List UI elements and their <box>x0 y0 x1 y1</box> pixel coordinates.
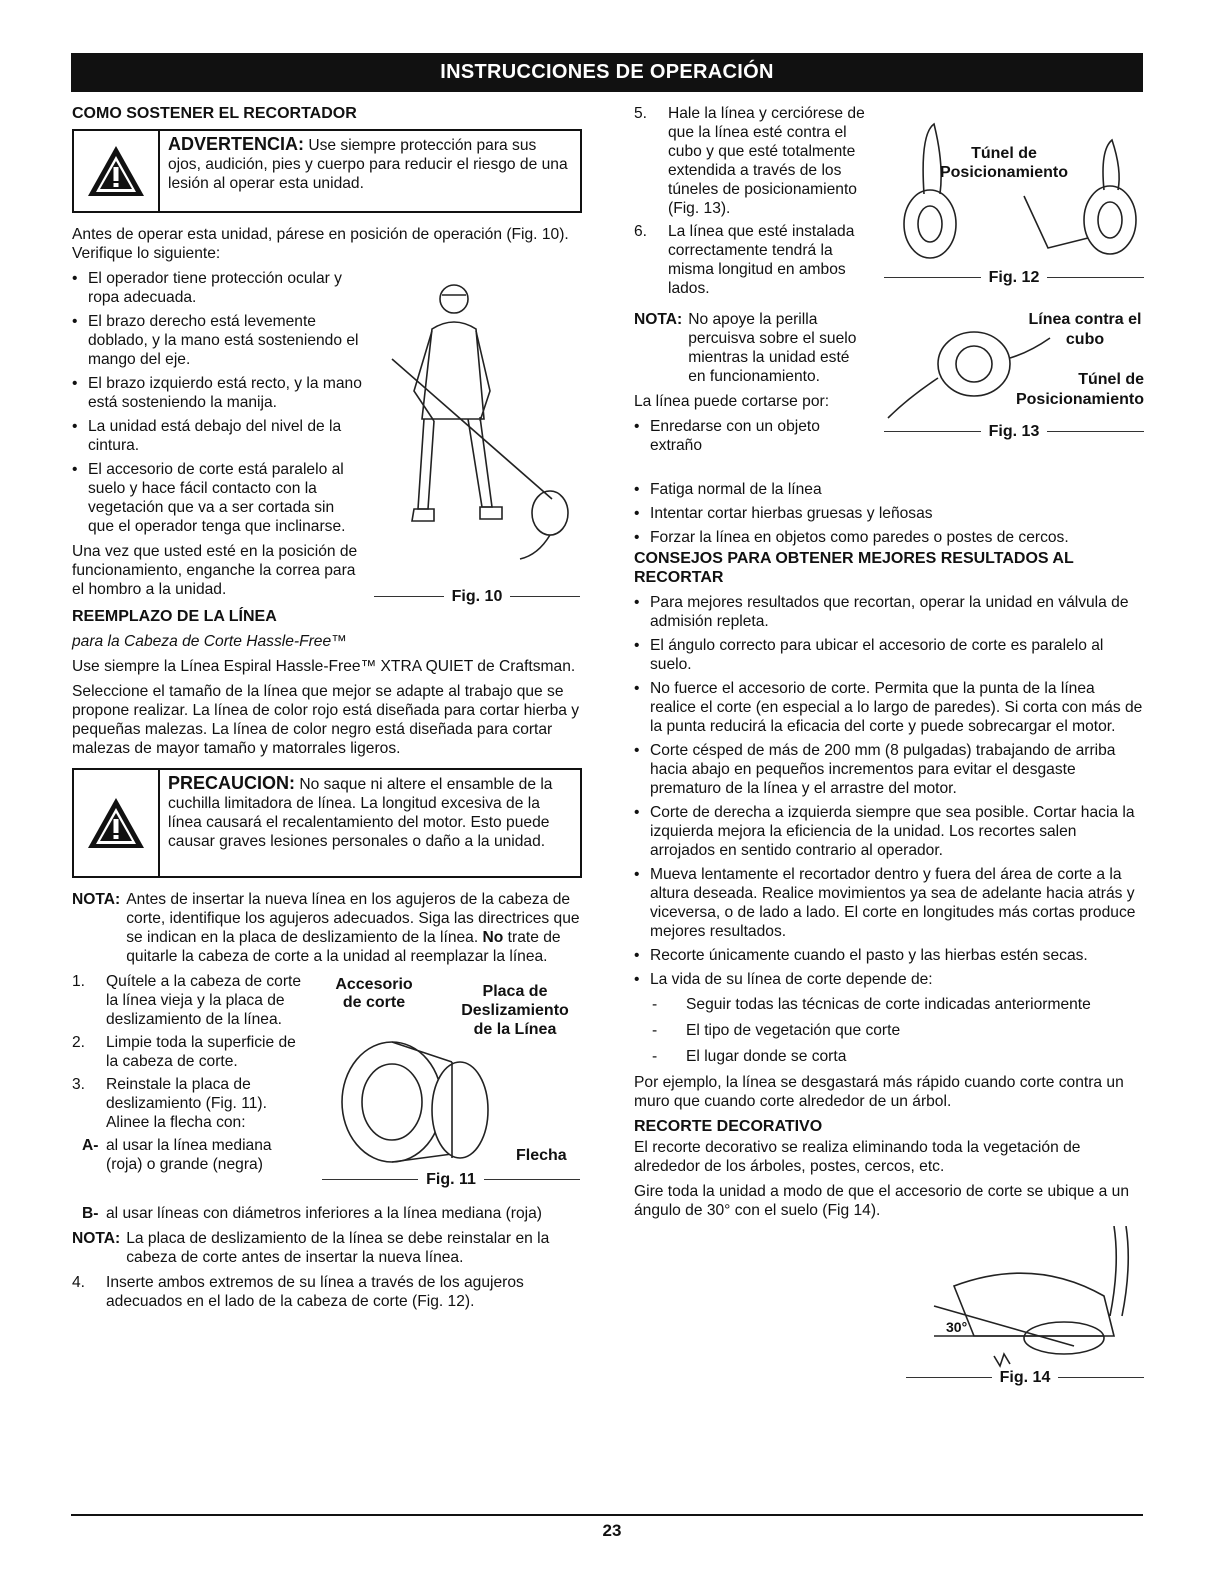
warning-box <box>72 129 582 213</box>
nota-bold: No <box>482 929 504 946</box>
step-text: Reinstale la placa de deslizamiento (Fig. 11). Alinee la flecha con: <box>106 1076 267 1131</box>
fig12-block <box>634 104 1144 310</box>
step-number: 6. <box>634 223 648 240</box>
steps-list-cont <box>72 1204 582 1223</box>
positioning-tunnel-illustration <box>884 114 1144 284</box>
fig13-label: Fig. 13 <box>988 423 1040 440</box>
check-list <box>72 269 362 536</box>
nota-text <box>126 890 582 966</box>
step-text: Inserte ambos extremos de su línea a través de los agujeros adecuados en el lado de la cabeza de corte (Fig. 12). <box>106 1274 524 1310</box>
fig11-caption <box>322 1170 580 1189</box>
list-item: • Para mejores resultados que recortan, operar la unidad en válvula de admisión repleta. <box>634 593 1144 631</box>
list-item: • El brazo derecho está levemente doblado, y la mano está sosteniendo el mango del eje. <box>72 312 362 369</box>
intro-paragraph: Antes de operar esta unidad, párese en posición de operación (Fig. 10). Verifique lo siguiente: <box>72 226 569 262</box>
warning-triangle-icon <box>74 770 160 876</box>
cortarse-list <box>634 417 866 455</box>
list-item <box>634 104 874 218</box>
cortarse-paragraph: La línea puede cortarse por: <box>634 393 830 410</box>
step-text: Hale la línea y cerciórese de que la línea esté contra el cubo y que esté totalmente extendida a través de los túneles de posicionamiento (Fig. 13). <box>668 105 865 217</box>
fig14-label: Fig. 14 <box>999 1369 1051 1386</box>
right-column <box>634 104 1144 1386</box>
nota-text: No apoye la perilla percuisva sobre el suelo mientras la unidad esté en funcionamiento. <box>688 311 857 385</box>
nota-label: NOTA: <box>72 1230 121 1247</box>
fig14-block <box>634 1226 1144 1386</box>
operator-illustration <box>372 269 582 569</box>
list-item: • Intentar cortar hierbas gruesas y leñosas <box>634 504 1144 523</box>
list-item: • Mueva lentamente el recortador dentro y fuera del área de corte a la altura deseada. Realice movimientos ya sea de adelante hacia atrás y viceversa, o de lado a lado. El corte en longitudes más cortas produce mejores resultados. <box>634 865 1144 941</box>
label-tunel-13: Túnel de Posicionamiento <box>1015 371 1144 408</box>
fig13-caption <box>884 422 1144 441</box>
step-text: al usar la línea mediana (roja) o grande (negra) <box>106 1137 272 1173</box>
fig12-caption <box>884 268 1144 287</box>
fig13-block <box>634 310 1144 480</box>
list-item <box>72 1136 312 1174</box>
nota-text: La placa de deslizamiento de la línea se debe reinstalar en la cabeza de corte antes de insertar la nueva línea. <box>126 1230 550 1266</box>
fig14-caption <box>906 1368 1144 1387</box>
caution-label: PRECAUCION: <box>168 773 296 793</box>
section-header <box>71 53 1143 92</box>
label-flecha: Flecha <box>516 1147 567 1164</box>
list-item: • Fatiga normal de la línea <box>634 480 1144 499</box>
step4 <box>72 1273 582 1311</box>
list-item: • El accesorio de corte está paralelo al suelo y hace fácil contacto con la vegetación que va a ser cortada sin que el operador tenga que inclinarse. <box>72 460 362 536</box>
step-number: 2. <box>72 1034 86 1051</box>
list-item <box>72 972 312 1029</box>
list-item: • La vida de su línea de corte depende de: <box>634 970 1144 989</box>
heading-decorativo: RECORTE DECORATIVO <box>634 1118 823 1135</box>
heading-reemplazo: REEMPLAZO DE LA LÍNEA <box>72 608 277 625</box>
paragraph-tamano: Seleccione el tamaño de la línea que mejor se adapte al trabajo que se propone realizar. La línea de color rojo está diseñada para cortar hierba y pequeñas malezas. La línea de color negro está diseñada para cortar malezas de mayor tamaño y matorrales ligeros. <box>72 683 580 757</box>
nota-post: trate de quitarle la cabeza de corte a la unidad al reemplazar la línea. <box>126 929 561 965</box>
list-item <box>72 1075 312 1132</box>
list-item: • Enredarse con un objeto extraño <box>634 417 866 455</box>
heading-consejos: CONSEJOS PARA OBTENER MEJORES RESULTADOS AL RECORTAR <box>634 550 1074 586</box>
page-number: 23 <box>602 1521 622 1540</box>
cortarse-list-cont <box>634 480 1144 547</box>
fig10-caption <box>374 587 580 606</box>
list-item: • El brazo izquierdo está recto, y la mano está sosteniendo la manija. <box>72 374 362 412</box>
list-item: • No fuerce el accesorio de corte. Permita que la punta de la línea realice el corte (en especial a lo largo de paredes). Si corta con más de la punta reducirá la eficacia del corte y puede sobrecargar el motor. <box>634 679 1144 736</box>
list-item <box>634 222 874 298</box>
section-title: INSTRUCCIONES DE OPERACIÓN <box>440 61 774 83</box>
step-text: Limpie toda la superficie de la cabeza de corte. <box>106 1034 296 1070</box>
nota-label: NOTA: <box>72 891 121 908</box>
nota-pre: Antes de insertar la nueva línea en los agujeros de la cabeza de corte, identifique los agujeros adecuados. Siga las directrices que se indican en la placa de deslizamiento de la línea. <box>126 891 580 946</box>
step-number: 4. <box>72 1274 86 1291</box>
step-letter: A- <box>82 1137 99 1154</box>
subtitle: para la Cabeza de Corte Hassle-Free™ <box>72 633 347 650</box>
list-item: • Recorte únicamente cuando el pasto y las hierbas estén secas. <box>634 946 1144 965</box>
caution-box <box>72 768 582 878</box>
step-text: al usar líneas con diámetros inferiores a la línea mediana (roja) <box>106 1205 542 1222</box>
label-accesorio: Accesorio de corte <box>335 976 413 1011</box>
list-item: • El operador tiene protección ocular y ropa adecuada. <box>72 269 362 307</box>
decorative-trim-illustration <box>894 1226 1144 1376</box>
step-number: 1. <box>72 973 86 990</box>
list-item: - El lugar donde se corta <box>634 1047 1144 1066</box>
list-item <box>72 1204 582 1223</box>
label-linea-cubo: Línea contra el cubo <box>1028 311 1142 348</box>
list-item <box>72 1273 582 1311</box>
list-item: • El ángulo correcto para ubicar el accesorio de corte es paralelo al suelo. <box>634 636 1144 674</box>
steps-list <box>72 972 312 1174</box>
fig10-block <box>72 269 582 607</box>
list-item: - El tipo de vegetación que corte <box>634 1021 1144 1040</box>
left-column <box>72 104 582 1317</box>
list-item: • Forzar la línea en objetos como paredes o postes de cercos. <box>634 528 1144 547</box>
warning-triangle-icon <box>74 131 160 211</box>
dash-list <box>634 995 1144 1066</box>
step-number: 3. <box>72 1076 86 1093</box>
nota-label: NOTA: <box>634 311 683 328</box>
step-letter: B- <box>82 1205 99 1222</box>
step-number: 5. <box>634 105 648 122</box>
caution-text <box>160 770 580 876</box>
fig11-label: Fig. 11 <box>426 1171 476 1188</box>
after-paragraph: Una vez que usted esté en la posición de funcionamiento, enganche la correa para el hombro a la unidad. <box>72 543 358 598</box>
label-placa: Placa de Deslizamiento de la Línea <box>461 983 569 1038</box>
cutting-head-illustration <box>322 1032 502 1172</box>
warning-body: Use siempre protección para sus ojos, audición, pies y cuerpo para reducir el riesgo de una lesión al operar esta unidad. <box>168 137 568 192</box>
list-item: • Corte césped de más de 200 mm (8 pulgadas) trabajando de arriba hacia abajo en pequeños incrementos para evitar el desgaste prematuro de la línea y el arrastre del motor. <box>634 741 1144 798</box>
list-item: - Seguir todas las técnicas de corte indicadas anteriormente <box>634 995 1144 1014</box>
paragraph-linea: Use siempre la Línea Espiral Hassle-Free™ XTRA QUIET de Craftsman. <box>72 658 576 675</box>
step-text: La línea que esté instalada correctamente tendrá la misma longitud en ambos lados. <box>668 223 855 297</box>
list-item <box>72 1033 312 1071</box>
label-tunel-12: Túnel de Posicionamiento <box>939 145 1069 181</box>
heading-sostener: COMO SOSTENER EL RECORTADOR <box>72 105 357 122</box>
tips-list <box>634 593 1144 989</box>
list-item: • Corte de derecha a izquierda siempre que sea posible. Cortar hacia la izquierda mejora la eficiencia de la unidad. Los recortes salen arrojados en sentido contrario al operador. <box>634 803 1144 860</box>
step-text: Quítele a la cabeza de corte la línea vieja y la placa de deslizamiento de la línea. <box>106 973 302 1028</box>
warning-label: ADVERTENCIA: <box>168 134 305 154</box>
deco-paragraph-1: El recorte decorativo se realiza eliminando toda la vegetación de alrededor de los árboles, postes, cercos, etc. <box>634 1139 1081 1175</box>
deco-paragraph-2: Gire toda la unidad a modo de que el accesorio de corte se ubique a un ángulo de 30° con el suelo (Fig 14). <box>634 1183 1130 1219</box>
steps-list <box>634 104 874 298</box>
warning-text <box>160 131 580 211</box>
fig12-label: Fig. 12 <box>988 269 1040 286</box>
nota-insertar <box>72 890 582 966</box>
ejemplo-paragraph: Por ejemplo, la línea se desgastará más rápido cuando corte contra un muro que cuando corte alrededor de un árbol. <box>634 1074 1124 1110</box>
nota-perilla <box>634 310 866 386</box>
fig11-block <box>72 972 582 1204</box>
fig10-label: Fig. 10 <box>451 588 503 605</box>
footer-rule <box>71 1514 1143 1516</box>
list-item: • La unidad está debajo del nivel de la cintura. <box>72 417 362 455</box>
nota-reinstalar <box>72 1229 582 1267</box>
caution-body: No saque ni altere el ensamble de la cuchilla limitadora de línea. La longitud excesiva de la línea causará el recalentamiento del motor. Esto puede causar graves lesiones personales o daño a la unidad. <box>168 776 553 850</box>
angle-label: 30° <box>946 1319 968 1335</box>
